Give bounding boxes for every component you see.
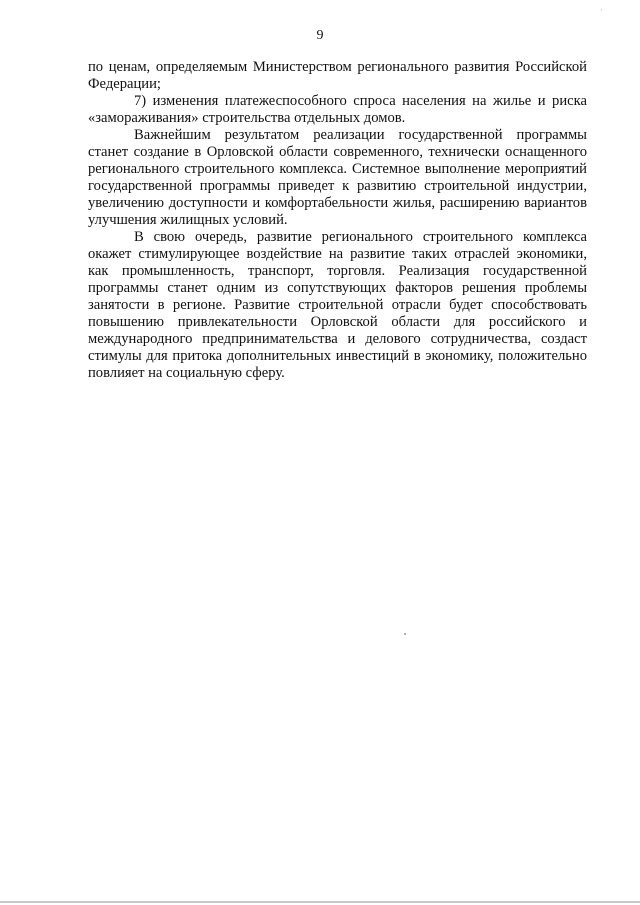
document-body	[88, 59, 587, 382]
scan-speck	[404, 633, 406, 635]
page-number: 9	[316, 28, 324, 43]
paragraph-program-result: Важнейшим результатом реализации государственной программы станет создание в Орловской области современного, технически оснащенного регионального строительного комплекса. Системное выполнение мероприятий государственной программы приведет к развитию строительной индустрии, увеличению доступности и комфортабельности жилья, расширению вариантов улучшения жилищных условий.	[88, 127, 587, 228]
paragraph-construction-complex: В свою очередь, развитие регионального строительного комплекса окажет стимулирующее воздействие на развитие таких отраслей экономики, как промышленность, транспорт, торговля. Реализация государственной программы станет одним из сопутствующих факторов решения проблемы занятости в регионе. Развитие строительной отрасли будет способствовать повышению привлекательности Орловской области для российского и международного предпринимательства и делового сотрудничества, создаст стимулы для притока дополнительных инвестиций в экономику, положительно повлияет на социальную сферу.	[88, 229, 587, 381]
paragraph-list-item-7: 7) изменения платежеспособного спроса населения на жилье и риска «замораживания» строительства отдельных домов.	[88, 93, 587, 126]
paragraph-continuation: по ценам, определяемым Министерством регионального развития Российской Федерации;	[88, 59, 587, 92]
scan-bottom-edge	[0, 901, 640, 903]
scan-corner-mark: ·	[600, 6, 603, 16]
